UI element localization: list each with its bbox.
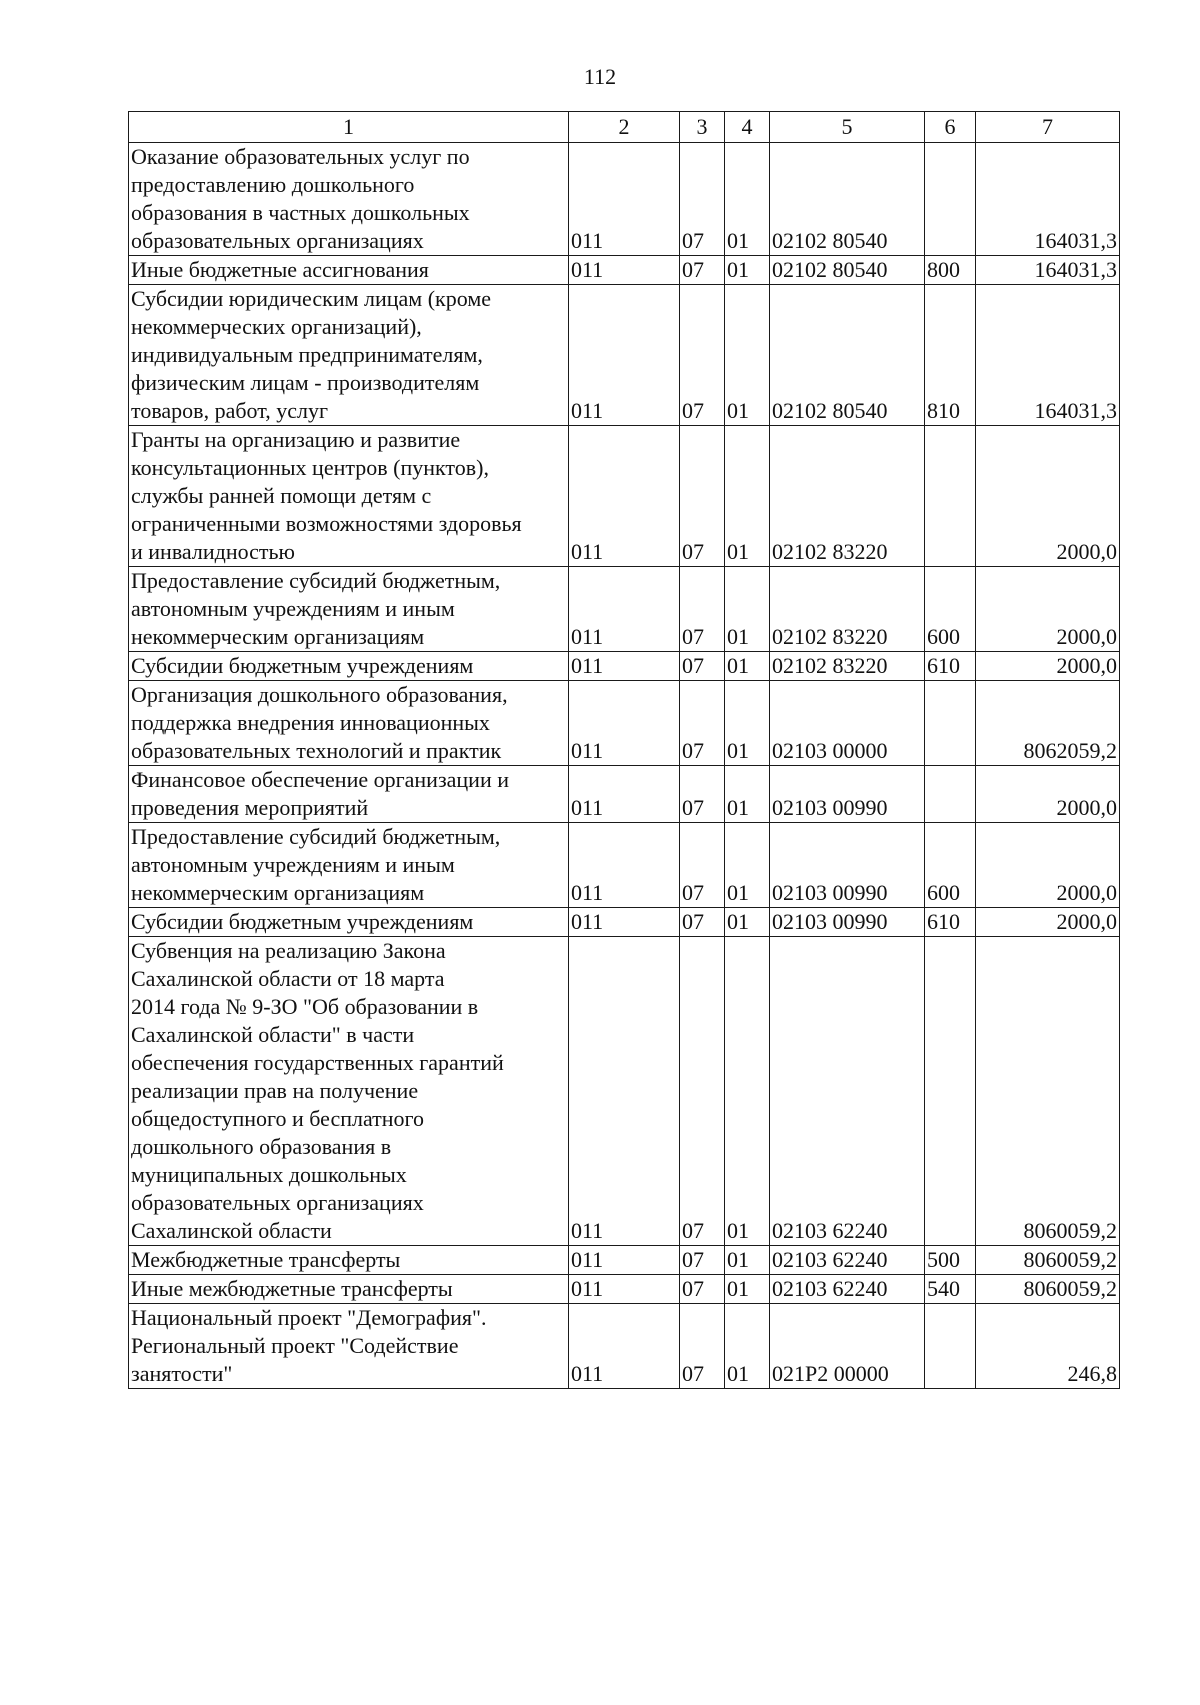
subsection-code: 01 <box>725 766 770 823</box>
row-name <box>129 937 569 1246</box>
row-name-line: обеспечения государственных гарантий <box>131 1050 504 1075</box>
target-article-code: 02102 80540 <box>770 256 925 285</box>
row-name-line: образовательных организациях <box>131 228 424 253</box>
row-name <box>129 143 569 256</box>
expense-type-code: 810 <box>925 285 976 426</box>
section-code: 07 <box>680 1275 725 1304</box>
column-header-3: 3 <box>680 112 725 143</box>
amount: 8062059,2 <box>976 681 1120 766</box>
column-header-7: 7 <box>976 112 1120 143</box>
row-name <box>129 652 569 681</box>
table-row <box>129 823 1120 908</box>
table-row <box>129 766 1120 823</box>
target-article-code: 02103 62240 <box>770 1246 925 1275</box>
row-name-line: проведения мероприятий <box>131 795 369 820</box>
row-name-line: некоммерческих организаций), <box>131 314 422 339</box>
section-code: 07 <box>680 567 725 652</box>
row-name-line: Субсидии бюджетным учреждениям <box>131 909 474 934</box>
row-name-line: консультационных центров (пунктов), <box>131 455 489 480</box>
row-name <box>129 567 569 652</box>
subsection-code: 01 <box>725 1275 770 1304</box>
row-name-line: образовательных организациях <box>131 1190 424 1215</box>
table-row <box>129 143 1120 256</box>
amount: 164031,3 <box>976 256 1120 285</box>
subsection-code: 01 <box>725 1246 770 1275</box>
column-header-4: 4 <box>725 112 770 143</box>
row-name-line: Сахалинской области от 18 марта <box>131 966 445 991</box>
expense-type-code <box>925 426 976 567</box>
ministry-code: 011 <box>569 256 680 285</box>
expense-type-code <box>925 937 976 1246</box>
row-name-line: муниципальных дошкольных <box>131 1162 407 1187</box>
column-header-5: 5 <box>770 112 925 143</box>
ministry-code: 011 <box>569 1246 680 1275</box>
row-name-line: Национальный проект "Демография". <box>131 1305 487 1330</box>
ministry-code: 011 <box>569 285 680 426</box>
table-row <box>129 567 1120 652</box>
row-name-line: предоставлению дошкольного <box>131 172 415 197</box>
ministry-code: 011 <box>569 426 680 567</box>
section-code: 07 <box>680 285 725 426</box>
subsection-code: 01 <box>725 256 770 285</box>
row-name-line: образования в частных дошкольных <box>131 200 470 225</box>
target-article-code: 02102 83220 <box>770 652 925 681</box>
row-name-line: 2014 года № 9-ЗО "Об образовании в <box>131 994 479 1019</box>
section-code: 07 <box>680 1246 725 1275</box>
target-article-code: 02103 00990 <box>770 823 925 908</box>
section-code: 07 <box>680 652 725 681</box>
row-name-line: Организация дошкольного образования, <box>131 682 508 707</box>
table-row <box>129 256 1120 285</box>
expense-type-code <box>925 1304 976 1389</box>
row-name <box>129 908 569 937</box>
row-name-line: Региональный проект "Содействие <box>131 1333 459 1358</box>
row-name <box>129 426 569 567</box>
target-article-code: 02103 62240 <box>770 937 925 1246</box>
target-article-code: 02103 00000 <box>770 681 925 766</box>
page-number: 112 <box>583 64 617 89</box>
expense-type-code: 610 <box>925 908 976 937</box>
amount: 164031,3 <box>976 285 1120 426</box>
table-header-row <box>129 112 1120 143</box>
section-code: 07 <box>680 908 725 937</box>
row-name-line: Предоставление субсидий бюджетным, <box>131 824 501 849</box>
ministry-code: 011 <box>569 143 680 256</box>
section-code: 07 <box>680 766 725 823</box>
section-code: 07 <box>680 937 725 1246</box>
expense-type-code <box>925 766 976 823</box>
row-name-line: Иные межбюджетные трансферты <box>131 1276 453 1301</box>
target-article-code: 02102 83220 <box>770 567 925 652</box>
expense-type-code <box>925 681 976 766</box>
row-name <box>129 1275 569 1304</box>
amount: 8060059,2 <box>976 937 1120 1246</box>
subsection-code: 01 <box>725 823 770 908</box>
table-row <box>129 1304 1120 1389</box>
row-name-line: реализации прав на получение <box>131 1078 419 1103</box>
target-article-code: 02103 00990 <box>770 908 925 937</box>
row-name-line: Субсидии бюджетным учреждениям <box>131 653 474 678</box>
row-name-line: Сахалинской области" в части <box>131 1022 415 1047</box>
subsection-code: 01 <box>725 908 770 937</box>
expense-type-code: 600 <box>925 823 976 908</box>
row-name-line: поддержка внедрения инновационных <box>131 710 490 735</box>
section-code: 07 <box>680 681 725 766</box>
row-name-line: дошкольного образования в <box>131 1134 392 1159</box>
row-name-line: образовательных технологий и практик <box>131 738 502 763</box>
row-name-line: Предоставление субсидий бюджетным, <box>131 568 501 593</box>
row-name-line: Субвенция на реализацию Закона <box>131 938 446 963</box>
row-name-line: общедоступного и бесплатного <box>131 1106 425 1131</box>
table-row <box>129 908 1120 937</box>
target-article-code: 02102 83220 <box>770 426 925 567</box>
row-name <box>129 285 569 426</box>
row-name-line: ограниченными возможностями здоровья <box>131 511 522 536</box>
column-header-6: 6 <box>925 112 976 143</box>
table-row <box>129 937 1120 1246</box>
amount: 8060059,2 <box>976 1275 1120 1304</box>
table-row <box>129 426 1120 567</box>
table-row <box>129 1275 1120 1304</box>
row-name-line: индивидуальным предпринимателям, <box>131 342 483 367</box>
target-article-code: 021P2 00000 <box>770 1304 925 1389</box>
target-article-code: 02103 62240 <box>770 1275 925 1304</box>
row-name-line: Межбюджетные трансферты <box>131 1247 401 1272</box>
table-row <box>129 285 1120 426</box>
amount: 2000,0 <box>976 567 1120 652</box>
row-name-line: физическим лицам - производителям <box>131 370 480 395</box>
row-name-line: автономным учреждениям и иным <box>131 596 455 621</box>
budget-table <box>128 111 1120 1389</box>
subsection-code: 01 <box>725 1304 770 1389</box>
ministry-code: 011 <box>569 908 680 937</box>
amount: 164031,3 <box>976 143 1120 256</box>
amount: 246,8 <box>976 1304 1120 1389</box>
table-row <box>129 1246 1120 1275</box>
row-name <box>129 823 569 908</box>
row-name-line: Субсидии юридическим лицам (кроме <box>131 286 492 311</box>
expense-type-code: 800 <box>925 256 976 285</box>
expense-type-code: 610 <box>925 652 976 681</box>
amount: 2000,0 <box>976 823 1120 908</box>
subsection-code: 01 <box>725 567 770 652</box>
amount: 2000,0 <box>976 766 1120 823</box>
expense-type-code: 600 <box>925 567 976 652</box>
section-code: 07 <box>680 823 725 908</box>
ministry-code: 011 <box>569 1304 680 1389</box>
amount: 2000,0 <box>976 652 1120 681</box>
row-name-line: занятости" <box>131 1361 233 1386</box>
subsection-code: 01 <box>725 681 770 766</box>
ministry-code: 011 <box>569 1275 680 1304</box>
expense-type-code: 540 <box>925 1275 976 1304</box>
target-article-code: 02102 80540 <box>770 143 925 256</box>
target-article-code: 02102 80540 <box>770 285 925 426</box>
column-header-2: 2 <box>569 112 680 143</box>
section-code: 07 <box>680 256 725 285</box>
row-name-line: Гранты на организацию и развитие <box>131 427 461 452</box>
row-name-line: некоммерческим организациям <box>131 880 425 905</box>
expense-type-code: 500 <box>925 1246 976 1275</box>
section-code: 07 <box>680 143 725 256</box>
row-name <box>129 766 569 823</box>
amount: 2000,0 <box>976 426 1120 567</box>
row-name-line: Оказание образовательных услуг по <box>131 144 470 169</box>
column-header-1: 1 <box>129 112 569 143</box>
row-name-line: товаров, работ, услуг <box>131 398 328 423</box>
amount: 2000,0 <box>976 908 1120 937</box>
row-name-line: автономным учреждениям и иным <box>131 852 455 877</box>
row-name-line: Сахалинской области <box>131 1218 332 1243</box>
subsection-code: 01 <box>725 426 770 567</box>
ministry-code: 011 <box>569 652 680 681</box>
ministry-code: 011 <box>569 823 680 908</box>
section-code: 07 <box>680 1304 725 1389</box>
row-name-line: и инвалидностью <box>131 539 295 564</box>
row-name-line: некоммерческим организациям <box>131 624 425 649</box>
expense-type-code <box>925 143 976 256</box>
subsection-code: 01 <box>725 652 770 681</box>
table-row <box>129 652 1120 681</box>
row-name <box>129 1246 569 1275</box>
row-name-line: службы ранней помощи детям с <box>131 483 432 508</box>
amount: 8060059,2 <box>976 1246 1120 1275</box>
ministry-code: 011 <box>569 567 680 652</box>
row-name-line: Иные бюджетные ассигнования <box>131 257 429 282</box>
ministry-code: 011 <box>569 937 680 1246</box>
ministry-code: 011 <box>569 766 680 823</box>
row-name <box>129 256 569 285</box>
row-name <box>129 681 569 766</box>
row-name-line: Финансовое обеспечение организации и <box>131 767 509 792</box>
target-article-code: 02103 00990 <box>770 766 925 823</box>
row-name <box>129 1304 569 1389</box>
ministry-code: 011 <box>569 681 680 766</box>
subsection-code: 01 <box>725 285 770 426</box>
table-row <box>129 681 1120 766</box>
section-code: 07 <box>680 426 725 567</box>
subsection-code: 01 <box>725 143 770 256</box>
subsection-code: 01 <box>725 937 770 1246</box>
